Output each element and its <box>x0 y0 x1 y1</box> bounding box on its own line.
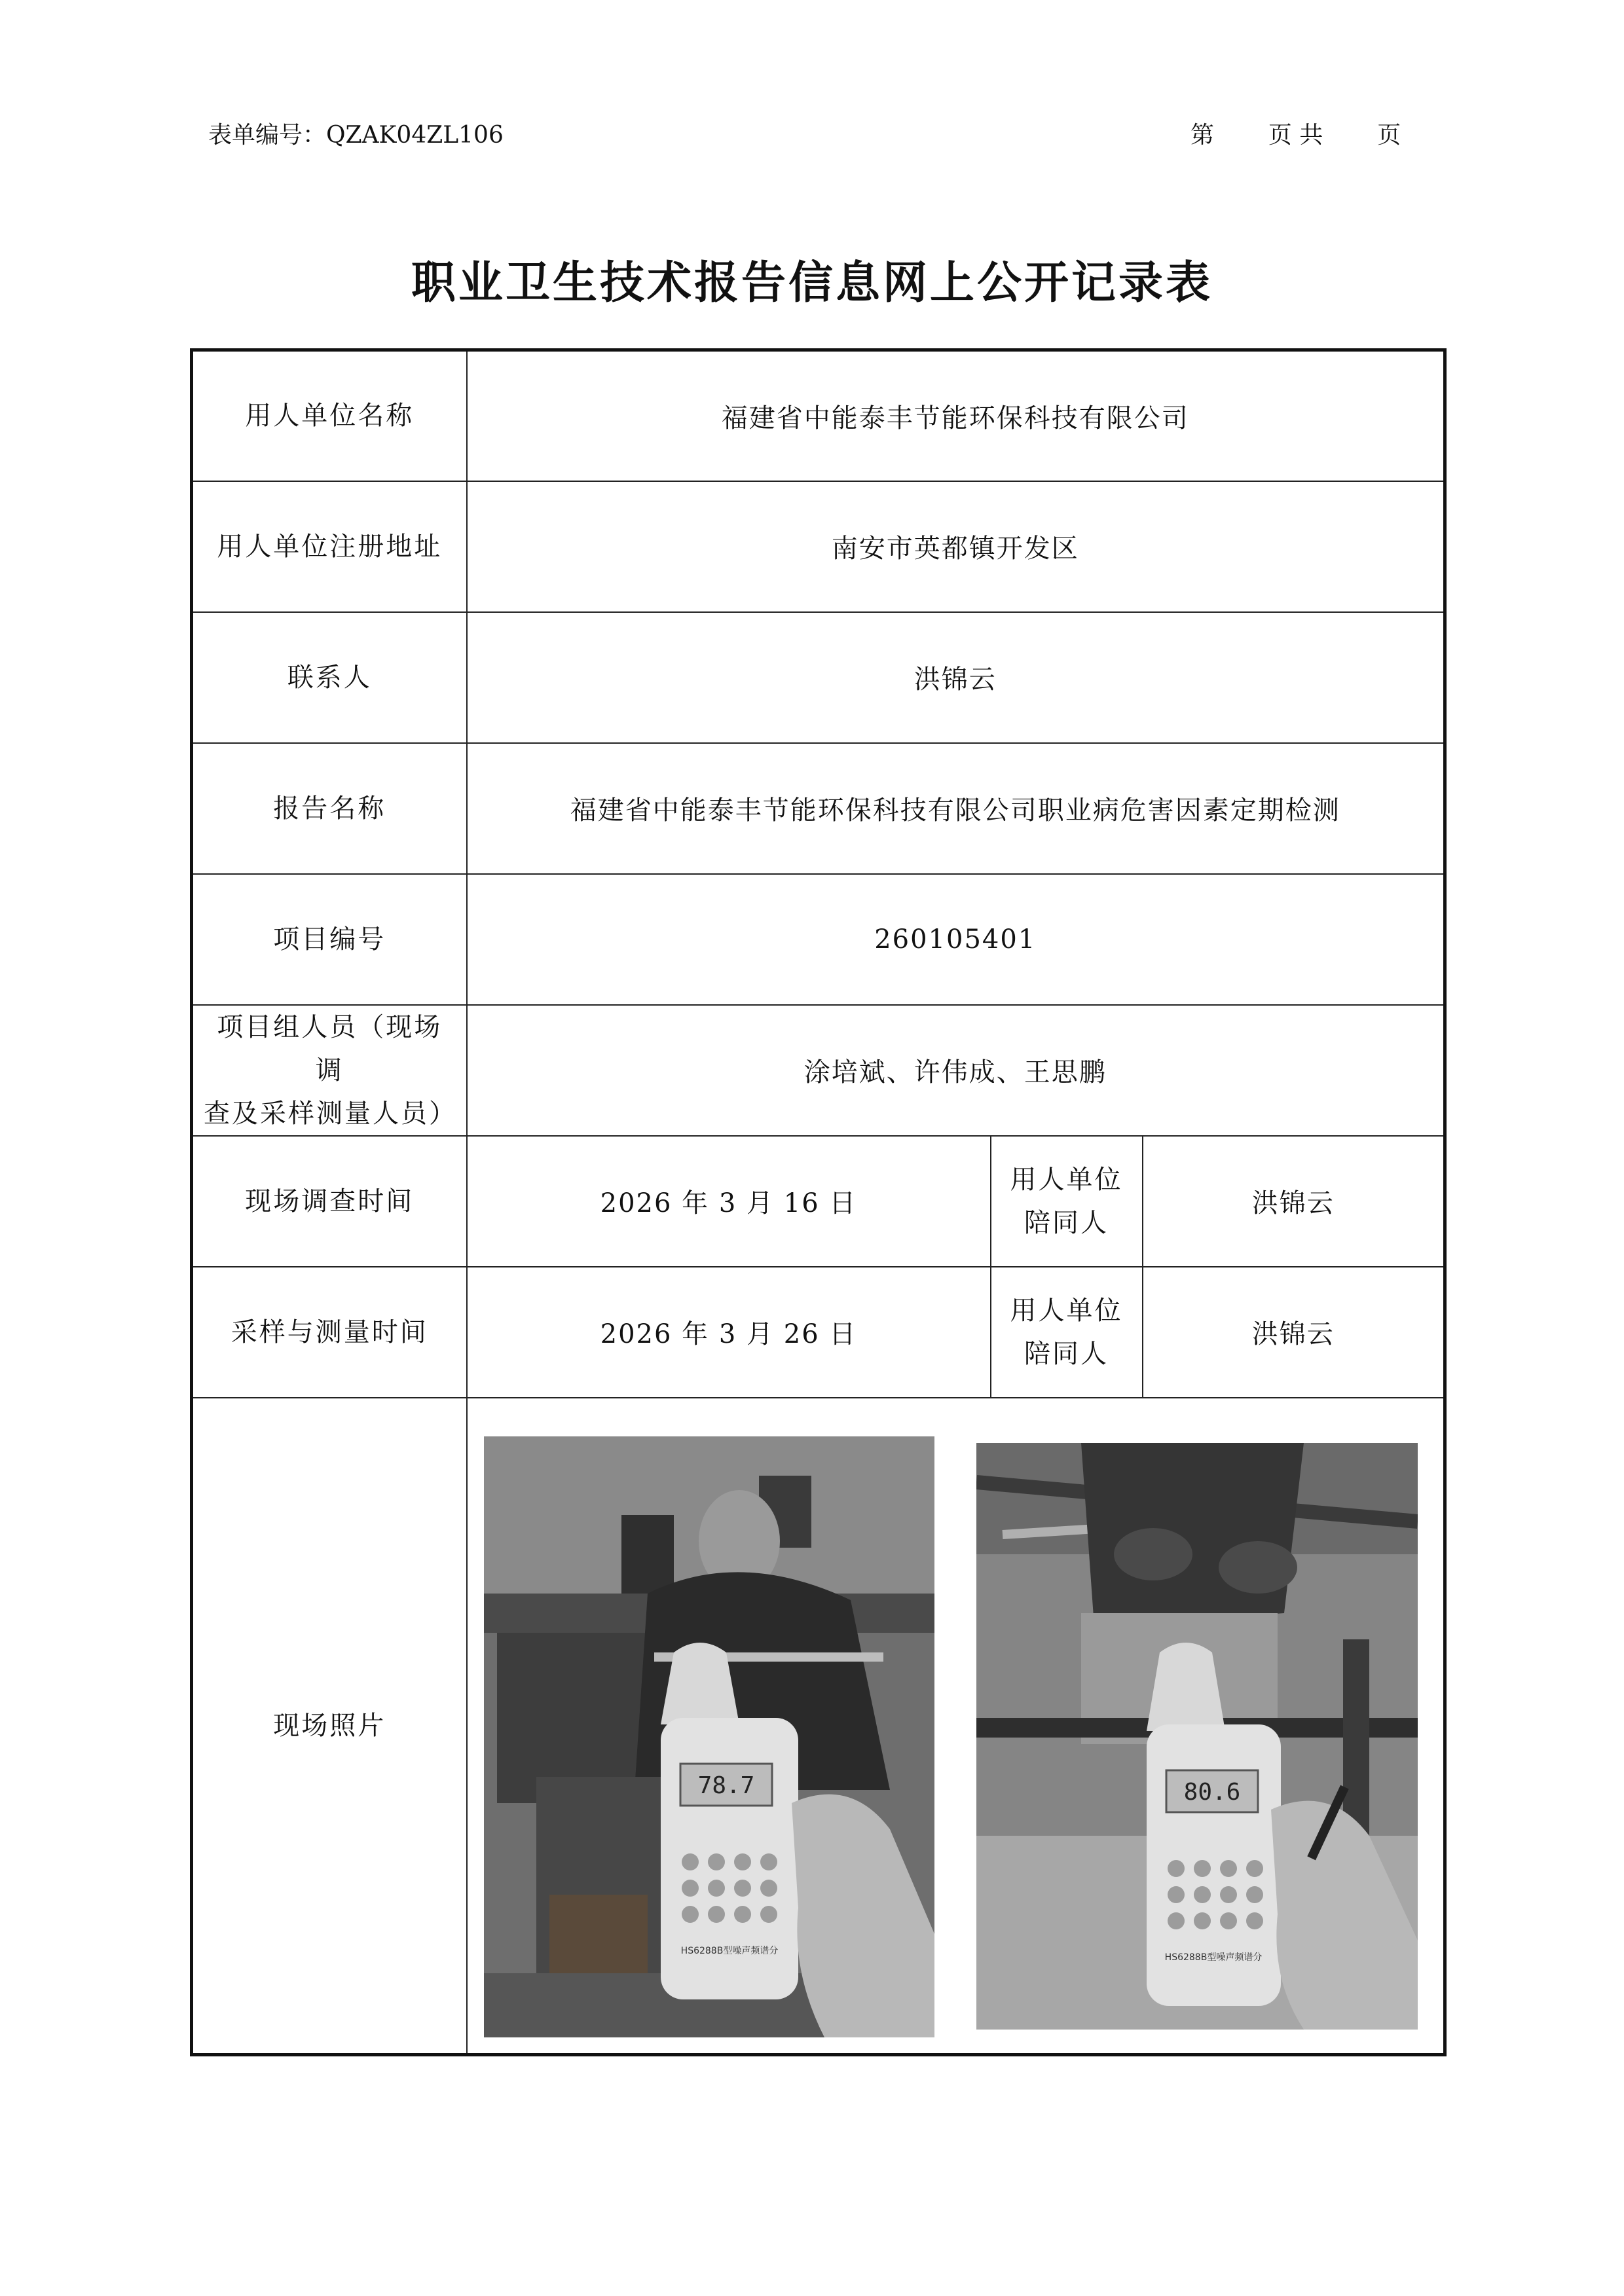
escort-label-line1: 用人单位 <box>1010 1295 1123 1326</box>
sampling-escort-value: 洪锦云 <box>1143 1267 1445 1398</box>
form-number: 表单编号：QZAK04ZL106 <box>208 122 504 149</box>
employer-name-label: 用人单位名称 <box>192 350 467 481</box>
page-di: 第 <box>1190 122 1215 149</box>
photos-label: 现场照片 <box>192 1398 467 2055</box>
project-members-label-line1: 项目组人员（现场调 <box>217 1011 443 1085</box>
page-ye: 页 <box>1377 122 1401 149</box>
site-survey-label: 现场调查时间 <box>192 1136 467 1267</box>
site-photo-2-image <box>976 1443 1418 2030</box>
project-members-value: 涂培斌、许伟成、王思鹏 <box>467 1005 1445 1136</box>
sampling-escort-label <box>991 1267 1143 1398</box>
site-photo-1 <box>484 1436 934 2037</box>
report-name-label: 报告名称 <box>192 743 467 874</box>
sampling-date: 2026 年 3 月 26 日 <box>467 1267 991 1398</box>
row-employer-name <box>192 350 1445 481</box>
row-site-survey <box>192 1136 1445 1267</box>
employer-address-label: 用人单位注册地址 <box>192 481 467 612</box>
page-indicator <box>1190 117 1401 150</box>
site-survey-escort-value: 洪锦云 <box>1143 1136 1445 1267</box>
meter-model-2: HS6288B型噪声频谱分 <box>1164 1952 1262 1963</box>
project-number-label: 项目编号 <box>192 874 467 1005</box>
record-table <box>190 348 1447 2056</box>
meter-reading-1: 78.7 <box>697 1772 754 1799</box>
row-photos <box>192 1398 1445 2055</box>
escort-label-line1: 用人单位 <box>1010 1164 1123 1195</box>
project-number-value: 260105401 <box>467 874 1445 1005</box>
row-employer-address <box>192 481 1445 612</box>
contact-value: 洪锦云 <box>467 612 1445 743</box>
escort-label-line2: 陪同人 <box>1024 1338 1109 1369</box>
page-ye-gong: 页 共 <box>1268 122 1323 149</box>
site-photo-1-image <box>484 1436 934 2037</box>
row-project-members <box>192 1005 1445 1136</box>
employer-address-value: 南安市英都镇开发区 <box>467 481 1445 612</box>
row-contact <box>192 612 1445 743</box>
contact-label: 联系人 <box>192 612 467 743</box>
document-title: 职业卫生技术报告信息网上公开记录表 <box>411 257 1213 309</box>
employer-name-value: 福建省中能泰丰节能环保科技有限公司 <box>467 350 1445 481</box>
project-members-label <box>192 1005 467 1136</box>
photos-cell <box>467 1398 1445 2055</box>
meter-model-1: HS6288B型噪声频谱分 <box>680 1945 778 1956</box>
sampling-label: 采样与测量时间 <box>192 1267 467 1398</box>
site-photo-2 <box>976 1443 1418 2030</box>
project-members-label-line2: 查及采样测量人员） <box>204 1098 457 1129</box>
report-name-value: 福建省中能泰丰节能环保科技有限公司职业病危害因素定期检测 <box>467 743 1445 874</box>
row-project-number <box>192 874 1445 1005</box>
site-survey-date: 2026 年 3 月 16 日 <box>467 1136 991 1267</box>
row-report-name <box>192 743 1445 874</box>
escort-label-line2: 陪同人 <box>1024 1207 1109 1238</box>
meter-reading-2: 80.6 <box>1183 1778 1240 1806</box>
site-survey-escort-label <box>991 1136 1143 1267</box>
row-sampling <box>192 1267 1445 1398</box>
